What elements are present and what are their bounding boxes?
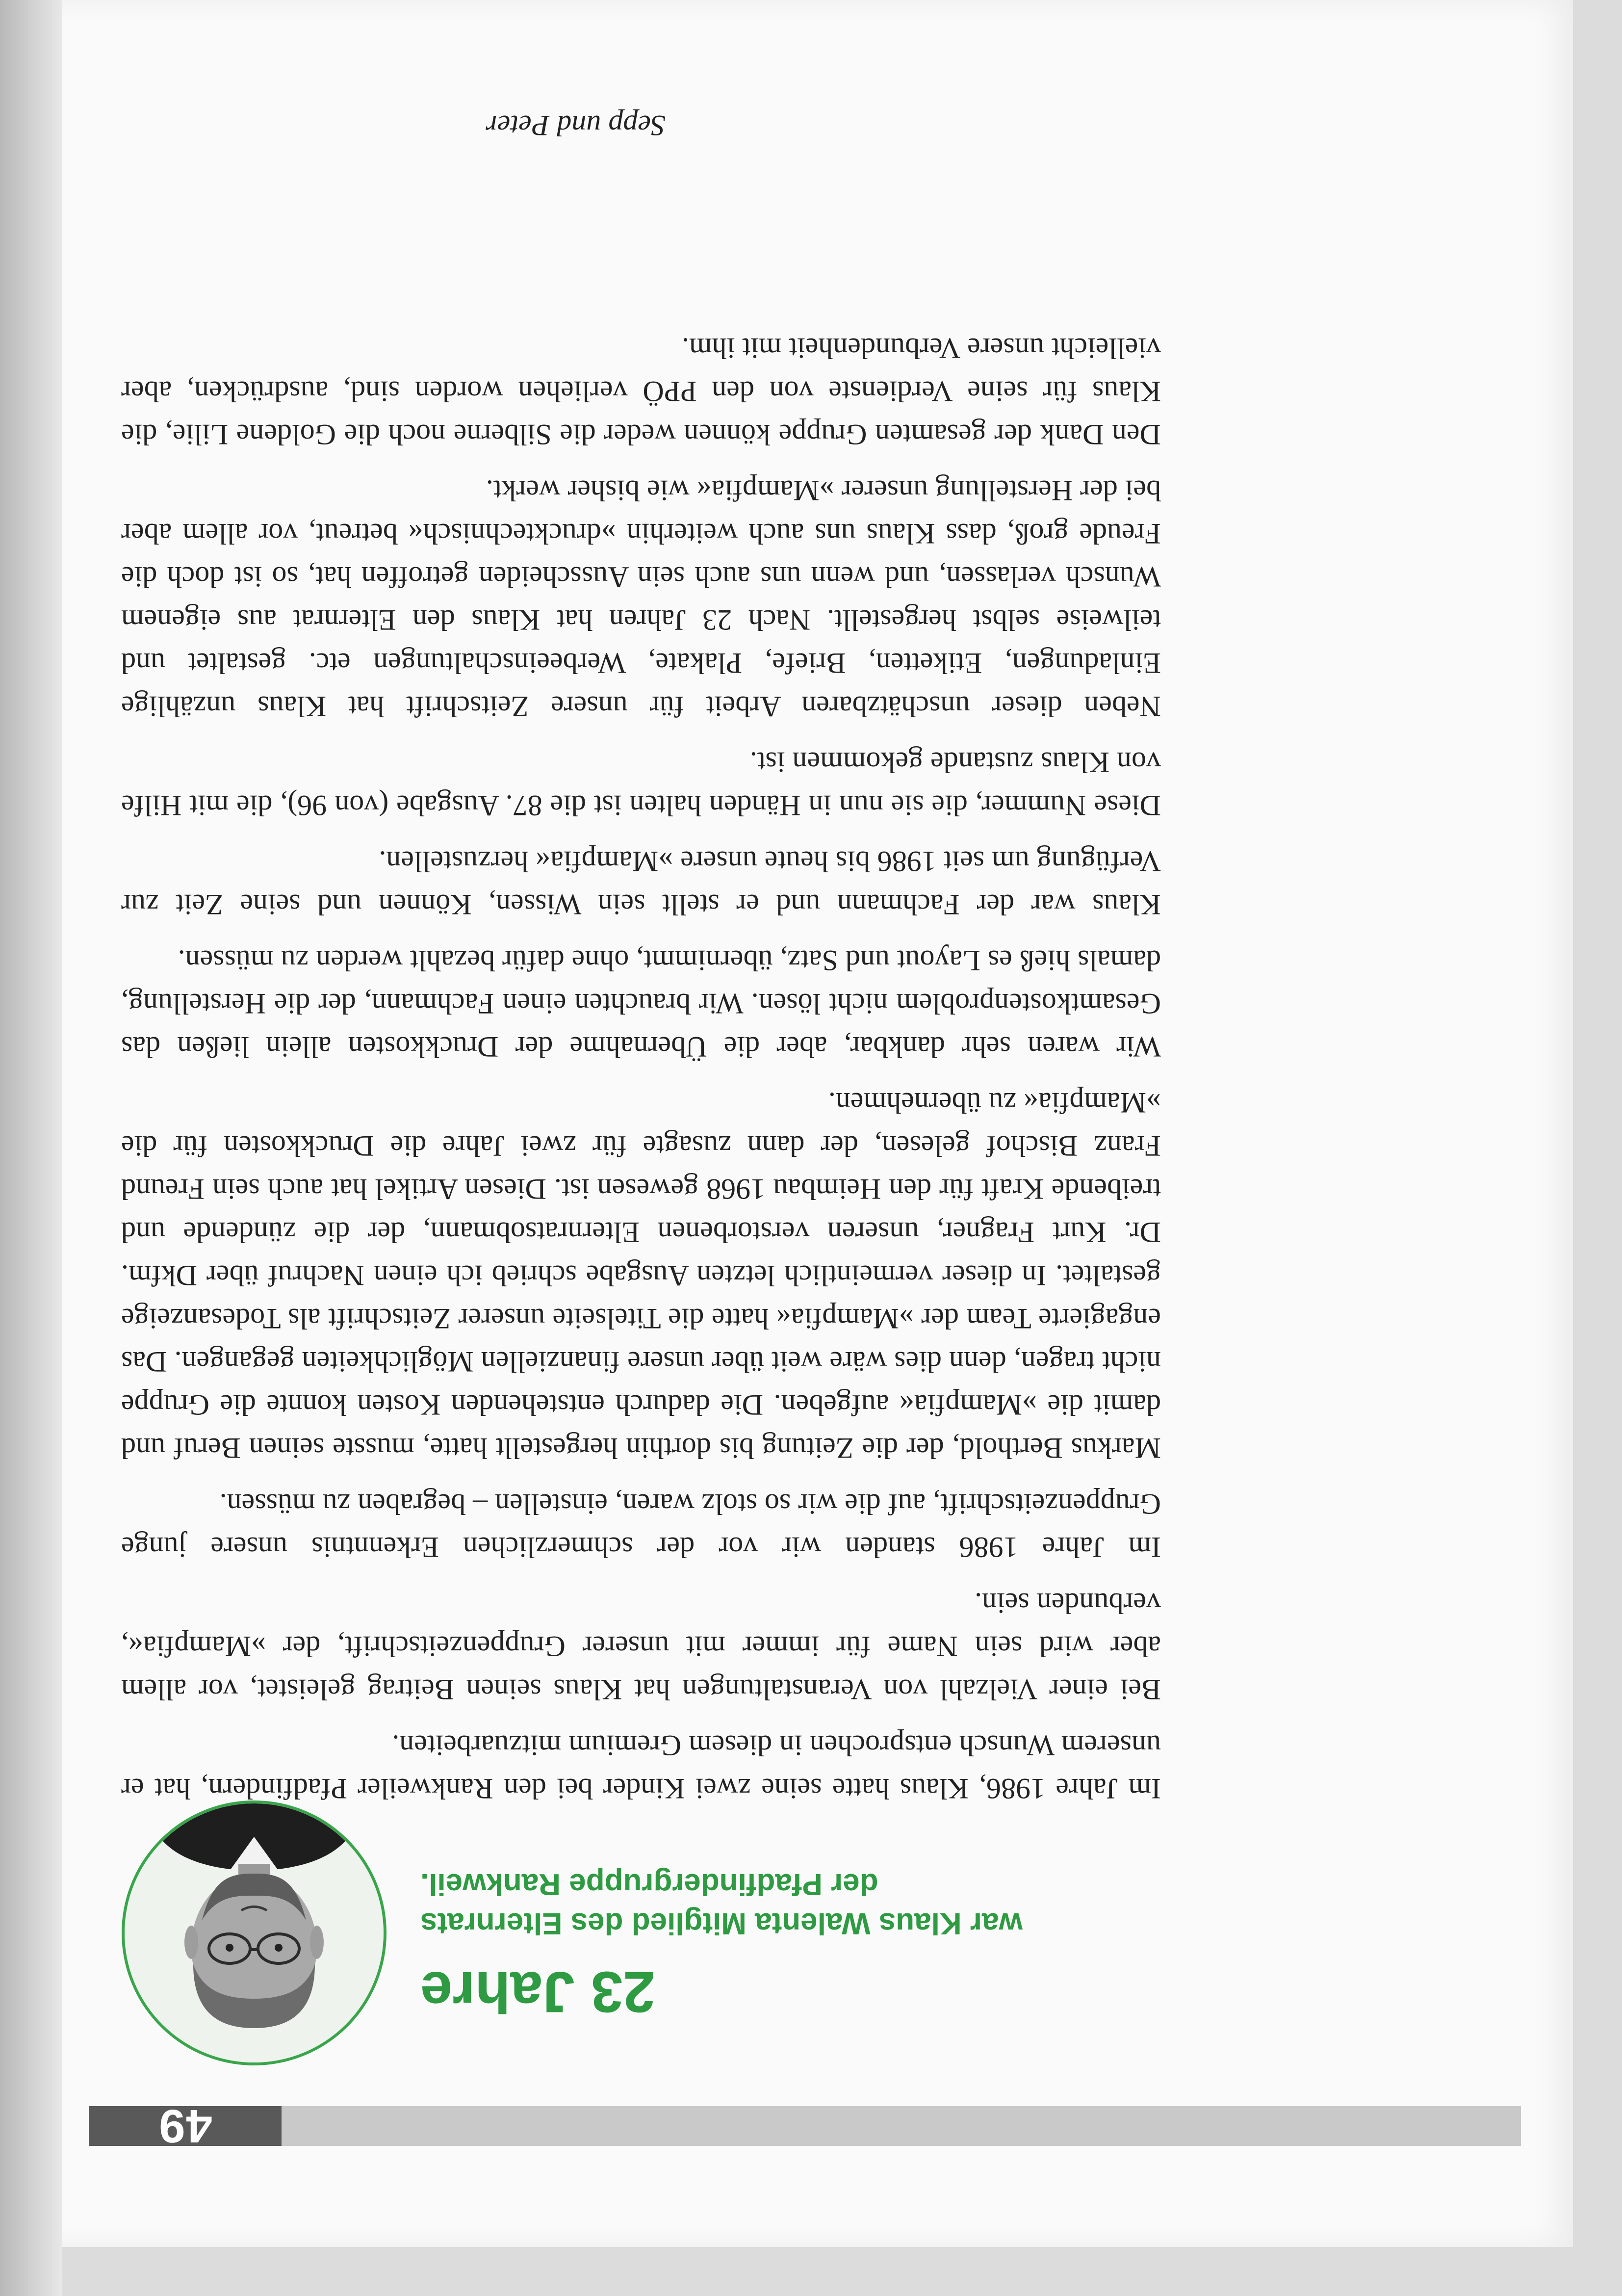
article-body [121, 314, 1161, 1810]
subtitle-line: der Pfadfindergruppe Rankweil. [420, 1867, 878, 1901]
author-signature: Sepp und Peter [486, 109, 666, 142]
article-subtitle [420, 1864, 1382, 1943]
subtitle-line: war Klaus Walenta Mitglied des Elternrats [420, 1906, 1023, 1940]
page-number-tab [89, 2100, 282, 2153]
paragraph: Diese Nummer, die sie nun in Händen halten ist die 87. Ausgabe (von 96), die mit Hilfe von Klaus zustande gekommen ist. [121, 746, 1161, 822]
paragraph: Den Dank der gesamten Gruppe können weder die Silberne noch die Goldene Lilie, die Klaus für seine Verdienste von den PPÖ verliehen worden sind, ausdrücken, aber vielleicht unsere Verbundenheit mit ihm. [121, 332, 1161, 451]
paragraph: Markus Berthold, der die Zeitung bis dorthin hergestellt hatte, musste seinen Beruf und damit die »Mampfia« aufgeben. Die dadurch entstehenden Kosten konnte die Gruppe nicht tragen, denn dies wäre weit über unsere finanziellen Möglichkeiten gegangen. Das engagierte Team der »Mampfia« hatte die Titelseite unserer Zeitschrift als Todesanzeige gestaltet. In dieser vermeintlich letzten Ausgabe schrieb ich einen Nachruf über Dkfm. Dr. Kurt Fragner, unseren verstorbenen Elternratsobmann, der die zündende und treibende Kraft für den Heimbau 1968 gewesen ist. Diesen Artikel hat auch sein Freund Franz Bischof gelesen, der dann zusagte für zwei Jahre die Druckkosten für die »Mampfia« zu übernehmen. [121, 1087, 1161, 1464]
paragraph: Im Jahre 1986 standen wir vor der schmerzlichen Erkenntnis unsere junge Gruppenzeitschrift, auf die wir so stolz waren, einstellen – begraben zu müssen. [121, 1488, 1161, 1564]
paragraph: Wir waren sehr dankbar, aber die Übernahme der Druckkosten allein ließen das Gesamtkostenproblem nicht lösen. Wir brauchten einen Fachmann, der die Herstellung, damals hieß es Layout und Satz, übernimmt, ohne dafür bezahlt werden zu müssen. [121, 944, 1161, 1063]
paragraph: Im Jahre 1986, Klaus hatte seine zwei Kinder bei den Rankweiler Pfadfindern, hat er unserem Wunsch entsprochen in diesem Gremium mitzuarbeiten. [121, 1729, 1161, 1805]
page-number: 49 [158, 2100, 212, 2153]
book-spine-shadow [0, 0, 62, 2296]
page-header-bar [89, 2106, 1521, 2146]
portrait-image [125, 1803, 384, 2062]
paragraph: Klaus war der Fachmann und er stellt sein Wissen, Können und seine Zeit zur Verfügung um seit 1986 bis heute unsere »Mampfia« herzustellen. [121, 845, 1161, 921]
paragraph: Bei einer Vielzahl von Veranstaltungen hat Klaus seinen Beitrag geleistet, vor allem aber wird sein Name für immer mit unserer Gruppenzeitschrift, der »Mampfia«, verbunden sein. [121, 1587, 1161, 1706]
paragraph: Neben dieser unschätzbaren Arbeit für unsere Zeitschrift hat Klaus unzählige Einladungen, Etiketten, Briefe, Plakate, Werbeeinschaltungen etc. gestaltet und teilweise selbst hergestellt. Nach 23 Jahren hat Klaus den Elternrat aus eigenem Wunsch verlassen, und wenn uns auch sein Ausscheiden getroffen hat, so ist doch die Freude groß, dass Klaus uns auch weiterhin »drucktechnisch« betreut, vor allem aber bei der Herstellung unserer »Mampfia« wie bisher werkt. [121, 474, 1161, 723]
article-title: 23 Jahre [420, 1959, 655, 2024]
portrait-photo [122, 1800, 386, 2065]
